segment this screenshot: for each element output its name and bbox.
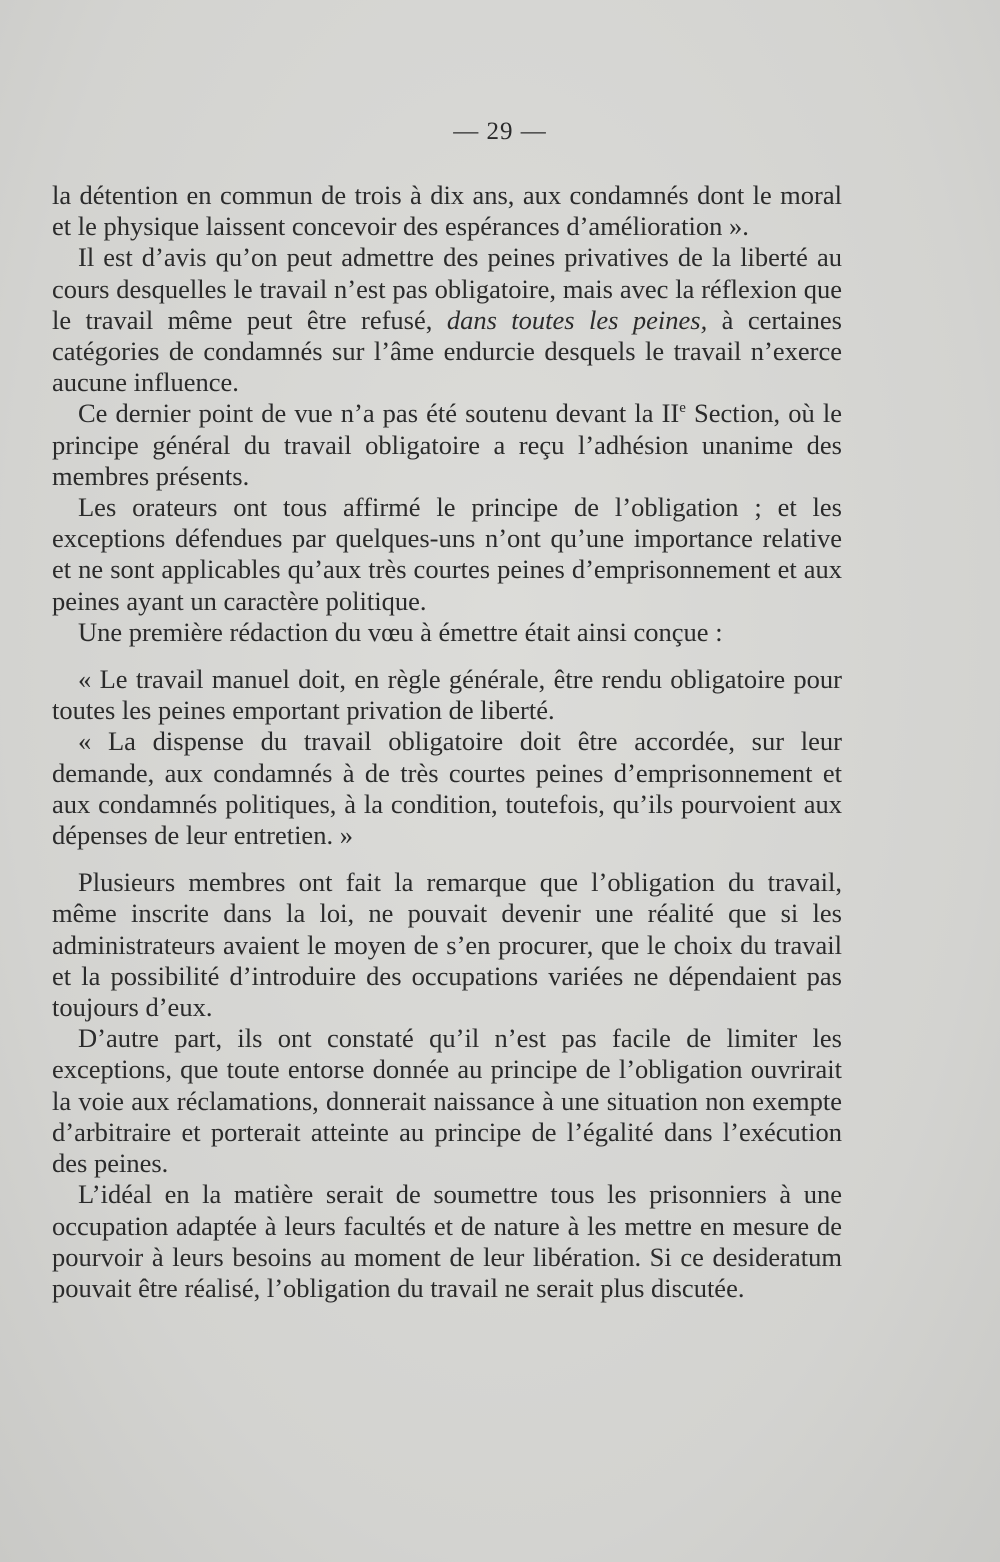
quote-1: « Le travail manuel doit, en règle générale, être rendu obligatoire pour toutes les peines emportant privation de liberté. [52, 664, 842, 726]
paragraph-3-text-a: Ce dernier point de vue n’a pas été soutenu devant la II [78, 398, 680, 429]
paragraph-4: Les orateurs ont tous affirmé le principe de l’obligation ; et les exceptions défendues par quelques-uns n’ont qu’une importance relative et ne sont applicables qu’aux très courtes peines d’emprisonnement et aux peines ayant un caractère politique. [52, 492, 842, 616]
paragraph-6: Plusieurs membres ont fait la remarque que l’obligation du travail, même inscrite dans la loi, ne pouvait devenir une réalité que si les administrateurs avaient le moyen de s’en procurer, que le choix du travail et la possibilité d’introduire des occupations variées ne dépendaient pas toujours d’eux. [52, 867, 842, 1023]
paragraph-2 [52, 242, 842, 398]
page-number: — 29 — [453, 118, 547, 145]
paragraph-7: D’autre part, ils ont constaté qu’il n’est pas facile de limiter les exceptions, que toute entorse donnée au principe de l’obligation ouvrirait la voie aux réclamations, donnerait naissance à une situation non exempte d’arbitraire et porterait atteinte au principe de l’égalité dans l’exécution des peines. [52, 1023, 842, 1179]
paragraph-2-italic: dans toutes les peines, [446, 304, 708, 335]
paragraph-3-superscript: e [679, 400, 686, 417]
paragraph-8: L’idéal en la matière serait de soumettre tous les prisonniers à une occupation adaptée à leurs facultés et de nature à les mettre en mesure de pourvoir à leurs besoins au moment de leur libération. Si ce desideratum pouvait être réalisé, l’obligation du travail ne serait plus discutée. [52, 1179, 842, 1303]
paragraph-5: Une première rédaction du vœu à émettre était ainsi conçue : [78, 616, 723, 647]
paragraph-1: la détention en commun de trois à dix ans, aux condamnés dont le moral et le physique laissent concevoir des espérances d’amélioration ». [52, 180, 842, 242]
paragraph-2-text-a: Il est d’avis qu’on peut admettre des peines privatives de la liberté au cours desquelles le travail n’est pas obligatoire, mais avec la réflexion que le travail même peut être refusé, [52, 242, 842, 335]
paragraph-2-text-b: à certaines catégories de condamnés sur l’âme endurcie desquels le travail n’exerce aucune influence. [52, 304, 842, 398]
quote-2: « La dispense du travail obligatoire doit être accordée, sur leur demande, aux condamnés à de très courtes peines d’emprisonnement et aux condamnés politiques, à la condition, toutefois, qu’ils pourvoient aux dépenses de leur entretien. » [52, 726, 842, 851]
paragraph-3 [52, 398, 842, 492]
body-text [52, 180, 842, 1304]
paragraph-3-text-b: Section, où le principe général du travail obligatoire a reçu l’adhésion unanime des membres présents. [52, 398, 842, 491]
